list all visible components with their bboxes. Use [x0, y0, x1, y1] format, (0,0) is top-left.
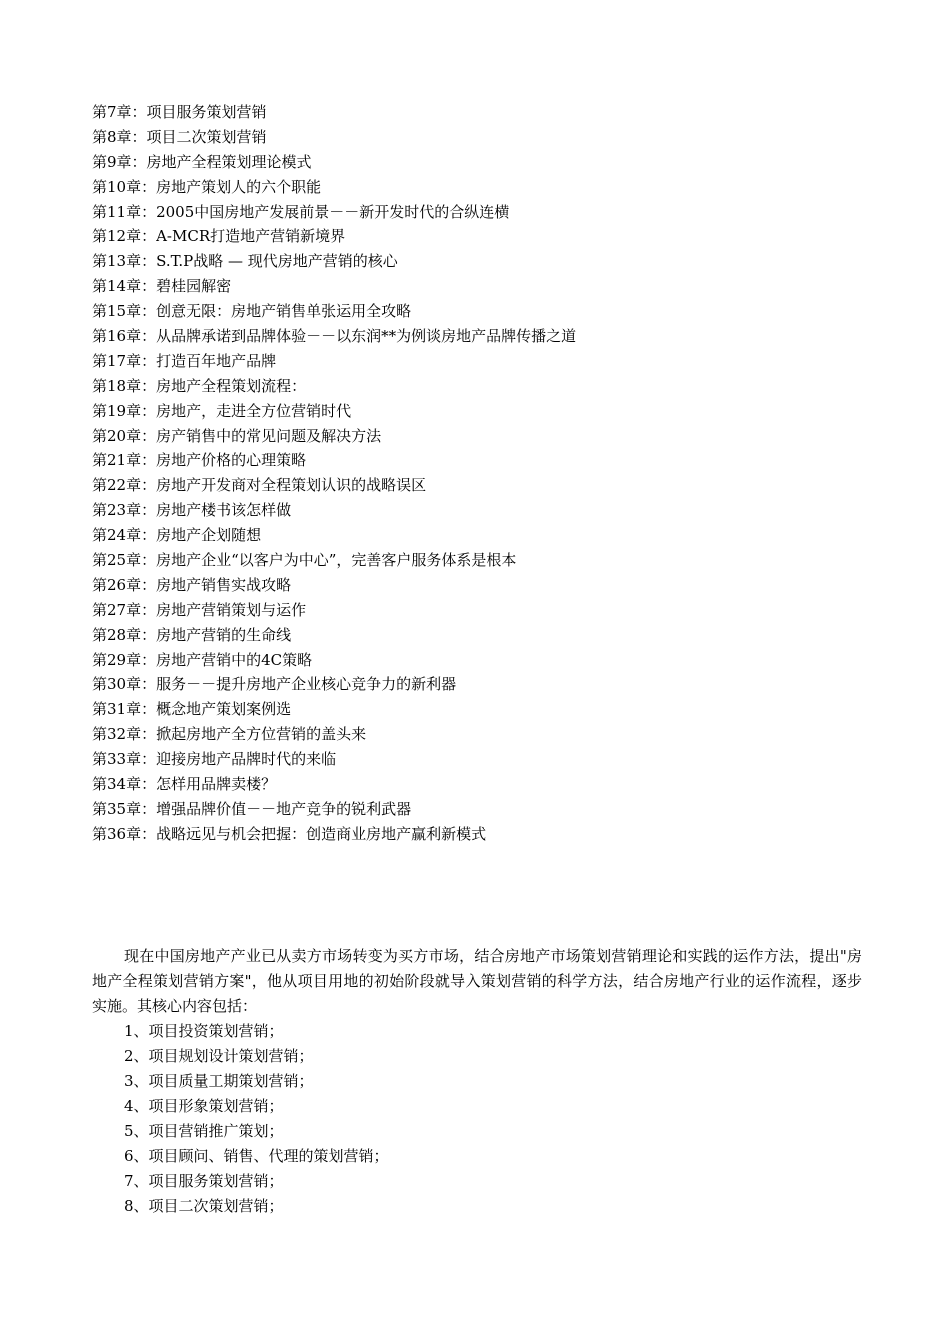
chapter-item: 第33章：迎接房地产品牌时代的来临 [92, 750, 337, 769]
chapter-item: 第16章：从品牌承诺到品牌体验－－以东润**为例谈房地产品牌传播之道 [92, 327, 577, 346]
chapter-item: 第13章：S.T.P战略 — 现代房地产营销的核心 [92, 252, 398, 271]
core-content-item: 6、项目顾问、销售、代理的策划营销； [124, 1147, 389, 1165]
chapter-item: 第20章：房产销售中的常见问题及解决方法 [92, 426, 382, 445]
chapter-item: 第34章：怎样用品牌卖楼？ [92, 775, 277, 794]
chapter-item: 第31章：概念地产策划案例选 [92, 700, 292, 719]
core-content-item: 2、项目规划设计策划营销； [124, 1047, 314, 1065]
core-content-item: 7、项目服务策划营销； [124, 1172, 284, 1190]
chapter-item: 第8章：项目二次策划营销 [92, 127, 267, 146]
core-content-item: 1、项目投资策划营销； [124, 1022, 284, 1040]
chapter-item: 第14章：碧桂园解密 [92, 277, 232, 296]
chapter-list [92, 100, 576, 847]
core-content-list [92, 1019, 862, 1219]
chapter-item: 第10章：房地产策划人的六个职能 [92, 177, 322, 196]
chapter-item: 第36章：战略远见与机会把握：创造商业房地产赢利新模式 [92, 824, 487, 843]
chapter-item: 第22章：房地产开发商对全程策划认识的战略误区 [92, 476, 427, 495]
core-content-item: 8、项目二次策划营销； [124, 1197, 284, 1215]
chapter-item: 第21章：房地产价格的心理策略 [92, 451, 307, 470]
chapter-item: 第26章：房地产销售实战攻略 [92, 575, 292, 594]
chapter-item: 第27章：房地产营销策划与运作 [92, 600, 307, 619]
chapter-item: 第15章：创意无限：房地产销售单张运用全攻略 [92, 302, 412, 321]
body-section [92, 944, 862, 1219]
chapter-item: 第29章：房地产营销中的4C策略 [92, 650, 313, 669]
chapter-item: 第7章：项目服务策划营销 [92, 103, 267, 121]
chapter-item: 第9章：房地产全程策划理论模式 [92, 152, 312, 171]
chapter-item: 第11章：2005中国房地产发展前景－－新开发时代的合纵连横 [92, 202, 510, 221]
chapter-item: 第24章：房地产企划随想 [92, 526, 262, 545]
chapter-item: 第12章：A-MCR打造地产营销新境界 [92, 227, 346, 246]
chapter-item: 第23章：房地产楼书该怎样做 [92, 501, 292, 520]
chapter-item: 第25章：房地产企业“以客户为中心”，完善客户服务体系是根本 [92, 551, 517, 570]
intro-paragraph: 现在中国房地产产业已从卖方市场转变为买方市场，结合房地产市场策划营销理论和实践的运作方法，提出"房地产全程策划营销方案"，他从项目用地的初始阶段就导入策划营销的科学方法，结合房地产行业的运作流程，逐步实施。其核心内容包括： [92, 947, 862, 1015]
chapter-item: 第18章：房地产全程策划流程： [92, 376, 307, 395]
core-content-item: 4、项目形象策划营销； [124, 1097, 284, 1115]
chapter-item: 第28章：房地产营销的生命线 [92, 625, 292, 644]
chapter-item: 第17章：打造百年地产品牌 [92, 351, 277, 370]
chapter-item: 第35章：增强品牌价值－－地产竞争的锐利武器 [92, 799, 412, 818]
core-content-item: 3、项目质量工期策划营销； [124, 1072, 314, 1090]
chapter-item: 第32章：掀起房地产全方位营销的盖头来 [92, 725, 367, 744]
chapter-item: 第30章：服务－－提升房地产企业核心竞争力的新利器 [92, 675, 457, 694]
chapter-item: 第19章：房地产，走进全方位营销时代 [92, 401, 352, 420]
core-content-item: 5、项目营销推广策划； [124, 1122, 284, 1140]
